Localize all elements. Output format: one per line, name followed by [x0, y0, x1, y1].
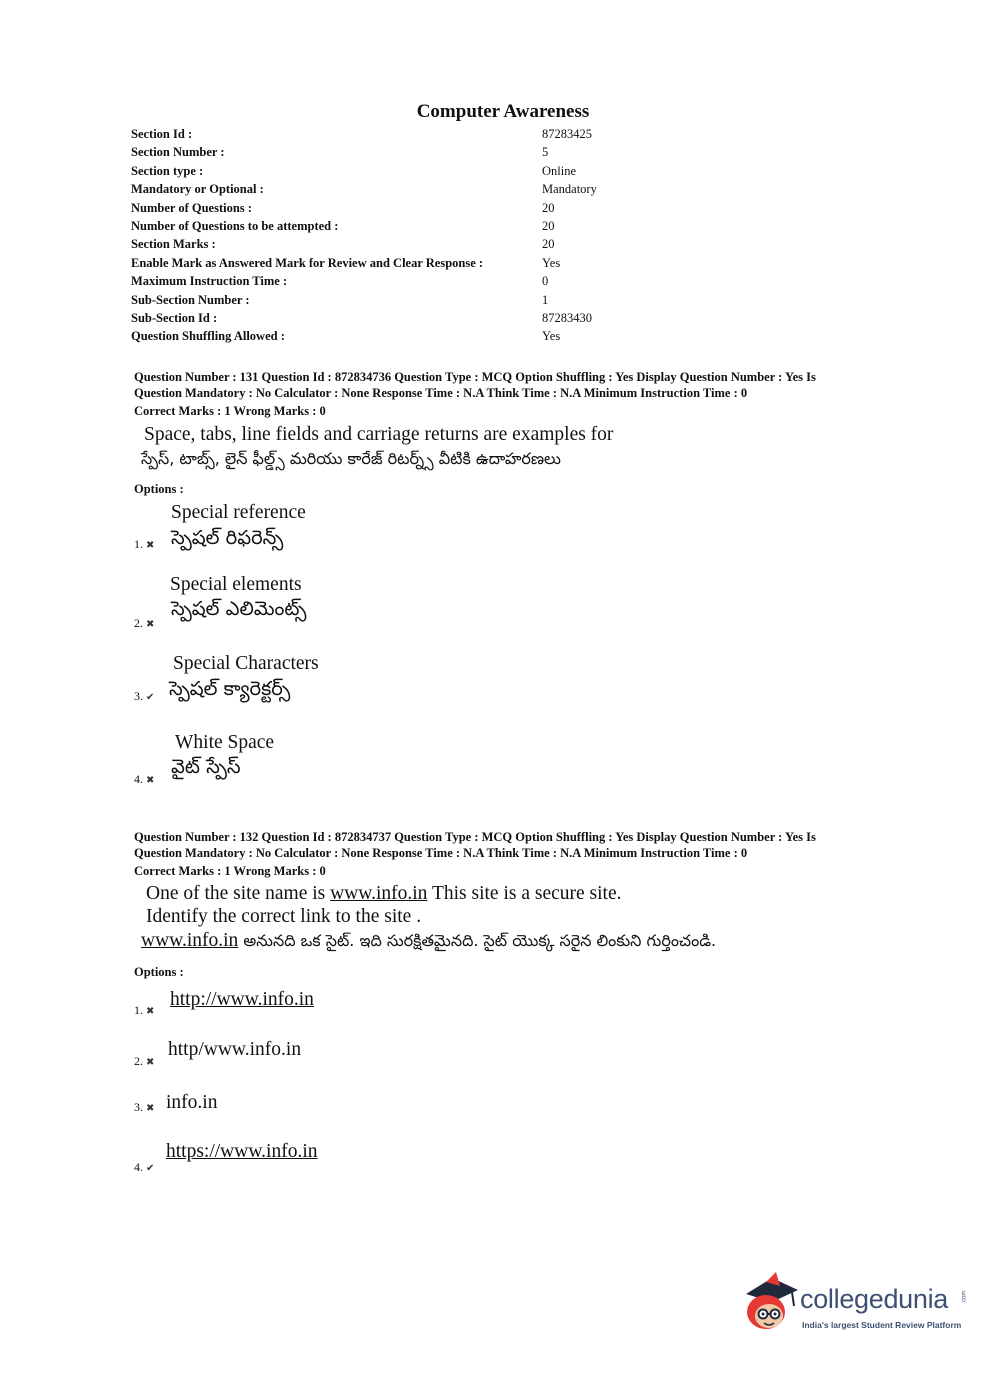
option-text: http/www.info.in	[168, 1039, 302, 1060]
logo-suffix: .com	[961, 1290, 968, 1304]
option-number: 1. ✖	[134, 1003, 155, 1017]
meta-row: Number of Questions to be attempted : 20	[131, 218, 555, 233]
option-text-telugu: స్పెషల్ రిఫరెన్స్	[171, 526, 284, 549]
option-text-telugu: స్పెషల్ క్యారెక్టర్స్	[169, 677, 291, 700]
question-131-stem-telugu: స్పేస్, టాబ్స్, లైన్ ఫీల్డ్స్ మరియు కారేజ్ రిటర్న్స్ వీటికి ఉదాహరణలు	[141, 449, 561, 468]
option-text: info.in	[166, 1092, 218, 1113]
option-number: 3. ✖	[134, 1100, 155, 1114]
option-text: https://www.info.in	[166, 1141, 318, 1162]
option-number: 1. ✖	[134, 537, 155, 551]
check-icon: ✔	[146, 1163, 155, 1174]
option-text: Special Characters	[173, 653, 319, 674]
question-131-header: Question Number : 131 Question Id : 872834736 Question Type : MCQ Option Shuffling : Yes Display Question Number : Yes Is Question Mandatory : No Calculator : None Response Time : N.A Think Time : N.A Minimum Instruction Time : 0 Correct Marks : 1 Wrong Marks : 0	[134, 369, 894, 419]
question-132-header: Question Number : 132 Question Id : 872834737 Question Type : MCQ Option Shuffling : Yes Display Question Number : Yes Is Question Mandatory : No Calculator : None Response Time : N.A Think Time : N.A Minimum Instruction Time : 0 Correct Marks : 1 Wrong Marks : 0	[134, 829, 894, 879]
check-icon: ✔	[146, 692, 155, 703]
section-details	[131, 127, 597, 348]
meta-row: Mandatory or Optional : Mandatory	[131, 182, 597, 197]
logo-tagline: India's largest Student Review Platform	[802, 1320, 962, 1330]
meta-row: Section type : Online	[131, 163, 577, 178]
question-132-stem: One of the site name is www.info.in This site is a secure site.	[146, 883, 622, 904]
meta-row: Section Number : 5	[131, 145, 549, 160]
meta-row: Sub-Section Id : 87283430	[131, 310, 592, 325]
question-132-stem-telugu: www.info.in అనునది ఒక సైట్. ఇది సురక్షితమైనది. సైట్ యొక్క సరైన లింకుని గుర్తించండి.	[141, 930, 717, 951]
mascot-icon	[742, 1272, 800, 1342]
options-label: Options :	[134, 482, 184, 496]
options-label: Options :	[134, 965, 184, 979]
logo-wordmark: collegedunia	[800, 1284, 949, 1314]
option-text: http://www.info.in	[170, 989, 314, 1010]
option-text: White Space	[175, 732, 275, 753]
option-number: 4. ✔	[134, 1160, 155, 1174]
meta-row: Section Marks : 20	[131, 237, 555, 252]
meta-row: Question Shuffling Allowed : Yes	[131, 329, 561, 344]
meta-row: Sub-Section Number : 1	[131, 292, 549, 307]
meta-row: Enable Mark as Answered Mark for Review and Clear Response : Yes	[131, 255, 561, 270]
meta-row: Number of Questions : 20	[131, 200, 555, 215]
option-number: 2. ✖	[134, 616, 155, 630]
option-number: 3. ✔	[134, 689, 155, 703]
cross-icon: ✖	[146, 1103, 155, 1114]
option-text-telugu: స్పెషల్ ఎలిమెంట్స్	[171, 597, 307, 620]
cross-icon: ✖	[146, 775, 155, 786]
option-text: Special elements	[170, 574, 302, 595]
meta-row: Maximum Instruction Time : 0	[131, 274, 549, 289]
option-text-telugu: వైట్ స్పేస్	[171, 755, 241, 778]
cross-icon: ✖	[146, 619, 155, 630]
option-text: Special reference	[171, 502, 306, 523]
cross-icon: ✖	[146, 1057, 155, 1068]
question-marks: Correct Marks : 1 Wrong Marks : 0	[134, 404, 326, 418]
meta-row: Section Id : 87283425	[131, 127, 592, 141]
collegedunia-logo	[742, 1272, 972, 1342]
option-number: 2. ✖	[134, 1054, 155, 1068]
question-132-stem-line2: Identify the correct link to the site .	[146, 906, 422, 927]
option-number: 4. ✖	[134, 772, 155, 786]
cross-icon: ✖	[146, 540, 155, 551]
section-title: Computer Awareness	[416, 101, 590, 122]
question-marks: Correct Marks : 1 Wrong Marks : 0	[134, 864, 326, 878]
question-131-stem: Space, tabs, line fields and carriage returns are examples for	[144, 424, 614, 445]
site-link-text: www.info.in	[330, 883, 428, 904]
cross-icon: ✖	[146, 1006, 155, 1017]
